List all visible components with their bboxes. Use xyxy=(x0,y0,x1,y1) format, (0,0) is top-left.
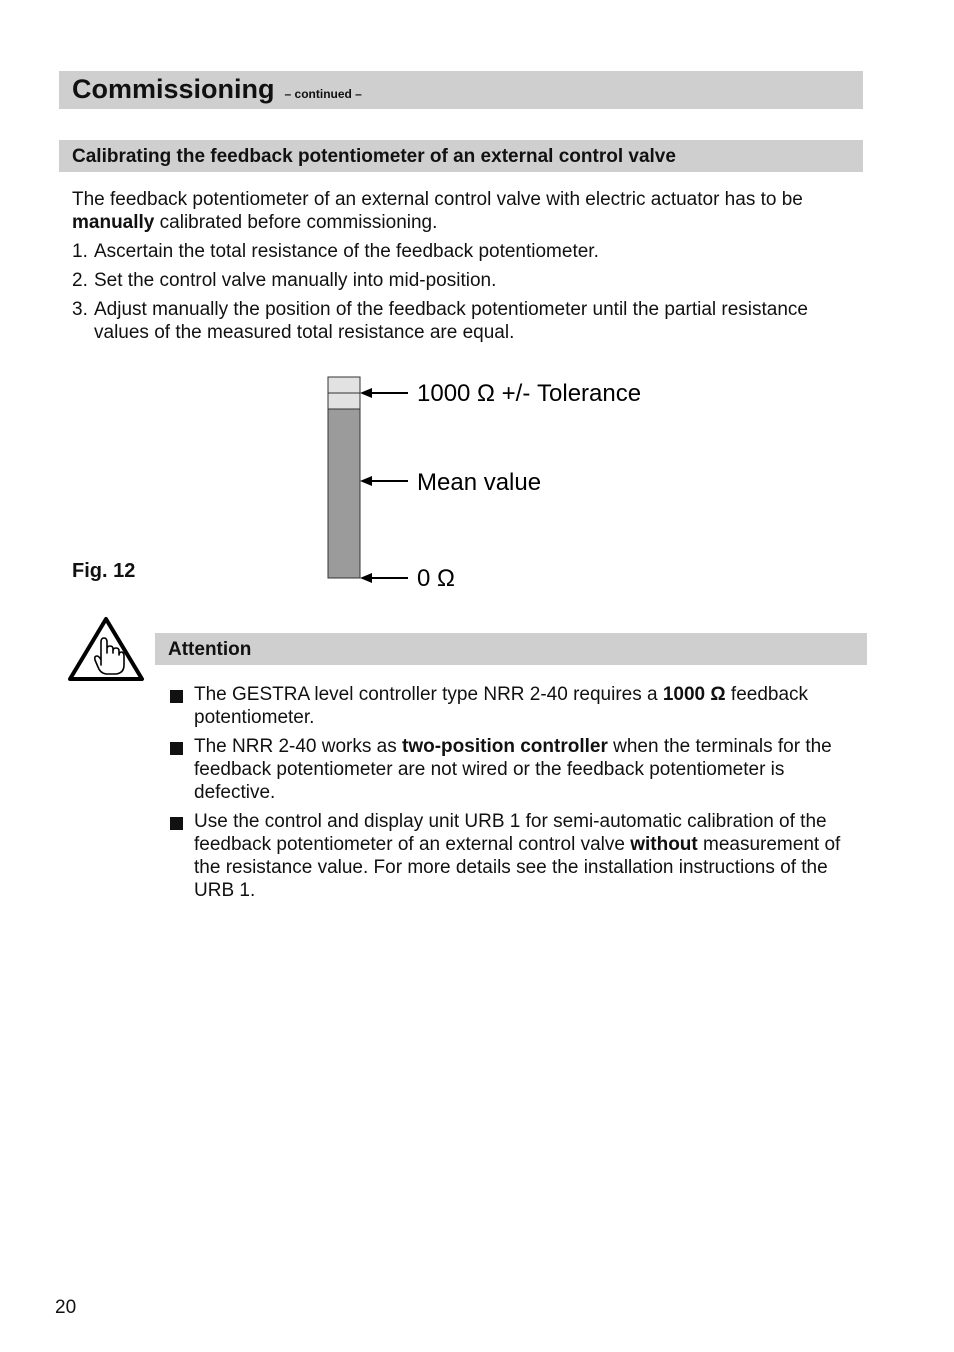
warning-hand-icon xyxy=(66,615,146,685)
potentiometer-diagram xyxy=(320,370,700,600)
attention-heading-bar xyxy=(155,633,867,665)
page-number: 20 xyxy=(55,1297,77,1318)
step-number: 3. xyxy=(72,299,88,320)
intro-text-before: The feedback potentiometer of an external control valve with electric actuator has to be xyxy=(72,189,803,210)
attention-item xyxy=(170,683,860,729)
attention-item xyxy=(170,735,860,804)
bullet-square-icon xyxy=(170,817,183,830)
attention-text-after: feedback potentiometer. xyxy=(194,684,809,728)
page-title-bar xyxy=(59,71,863,109)
attention-heading: Attention xyxy=(168,639,252,660)
attention-text-after: measurement of the resistance value. For more details see the installation instructions of the URB 1. xyxy=(194,834,841,901)
middle-label: Mean value xyxy=(417,469,542,496)
attention-bold: 1000 Ω xyxy=(662,684,726,705)
intro-bold: manually xyxy=(72,212,155,233)
intro-text-after: calibrated before commissioning. xyxy=(154,212,438,233)
bullet-square-icon xyxy=(170,742,183,755)
section-heading: Calibrating the feedback potentiometer of an external control valve xyxy=(72,146,676,167)
page-title-text: Commissioning xyxy=(72,74,275,104)
bottom-label: 0 Ω xyxy=(417,565,455,592)
top-label: 1000 Ω +/- Tolerance xyxy=(417,380,642,407)
step-number: 1. xyxy=(72,241,88,262)
figure-label: Fig. 12 xyxy=(72,560,136,582)
attention-bold: two-position controller xyxy=(402,736,608,757)
section-heading-bar xyxy=(59,140,863,172)
step-item xyxy=(72,298,862,344)
page-title xyxy=(72,74,362,105)
attention-text-before: The GESTRA level controller type NRR 2-40 requires a xyxy=(194,684,663,705)
tolerance-lower-segment xyxy=(328,393,360,409)
intro-paragraph xyxy=(72,188,862,234)
step-text: Ascertain the total resistance of the feedback potentiometer. xyxy=(94,241,599,262)
step-text: Set the control valve manually into mid-position. xyxy=(94,270,497,291)
bottom-arrow xyxy=(360,573,408,583)
middle-arrow xyxy=(360,476,408,486)
page-title-subtitle: – continued – xyxy=(284,87,362,101)
attention-item xyxy=(170,810,860,902)
attention-text-after: when the terminals for the feedback potentiometer are not wired or the feedback potentiometer is defective. xyxy=(194,736,832,803)
step-text: Adjust manually the position of the feedback potentiometer until the partial resistance values of the measured total resistance are equal. xyxy=(94,299,808,343)
step-item xyxy=(72,269,862,292)
resistance-bar xyxy=(328,409,360,578)
tolerance-upper-segment xyxy=(328,377,360,393)
top-arrow xyxy=(360,388,408,398)
step-item xyxy=(72,240,862,263)
step-number: 2. xyxy=(72,270,88,291)
bullet-square-icon xyxy=(170,690,183,703)
attention-bold: without xyxy=(630,834,698,855)
attention-text-before: The NRR 2-40 works as xyxy=(194,736,403,757)
attention-text-before: Use the control and display unit URB 1 for semi-automatic calibration of the feedback potentiometer of an external control valve xyxy=(194,811,827,855)
